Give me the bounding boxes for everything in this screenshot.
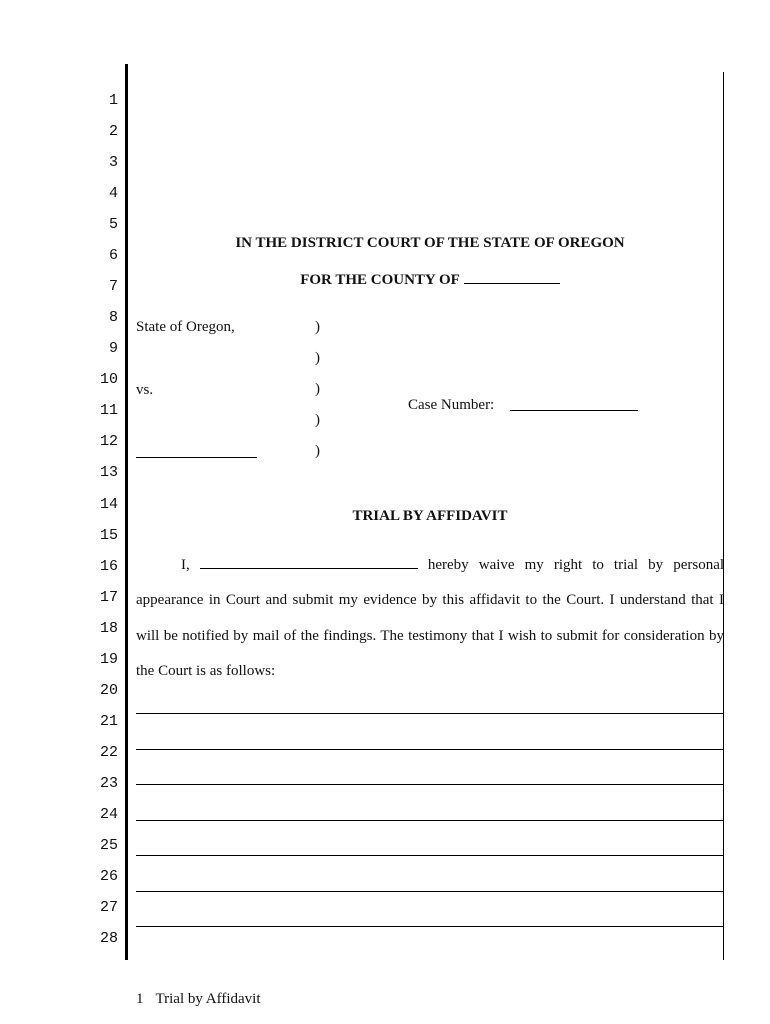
page-number: 1 (136, 991, 144, 1007)
plaintiff-name: State of Oregon, (136, 319, 235, 335)
line-number: 11 (99, 402, 118, 419)
line-number: 3 (108, 154, 118, 171)
affiant-name-blank[interactable] (200, 556, 418, 569)
line-number: 10 (99, 371, 118, 388)
line-number: 21 (99, 713, 118, 730)
line-number: 13 (99, 464, 118, 481)
line-number: 4 (108, 185, 118, 202)
line-number: 27 (99, 899, 118, 916)
case-number-label: Case Number: (408, 397, 495, 413)
line-number: 5 (108, 216, 118, 233)
county-heading-row (136, 269, 724, 289)
line-number: 28 (99, 930, 118, 947)
left-margin-rule (125, 64, 128, 960)
line-number: 9 (108, 340, 118, 357)
county-blank[interactable] (464, 269, 560, 284)
body-line-2: appearance in Court and submit my evidence by this affidavit to the Court. I understand that I (136, 592, 724, 608)
line-number: 15 (99, 527, 118, 544)
line-number: 7 (108, 278, 118, 295)
footer-title: Trial by Affidavit (155, 991, 261, 1007)
caption-paren: ) (315, 412, 320, 428)
line-number: 6 (108, 247, 118, 264)
case-number-blank[interactable] (510, 410, 638, 411)
body-line-3: will be notified by mail of the findings. The testimony that I wish to submit for consideration by (136, 628, 724, 644)
caption-paren: ) (315, 381, 320, 397)
testimony-line[interactable] (136, 891, 724, 892)
document-title: TRIAL BY AFFIDAVIT (352, 508, 508, 524)
page-footer (136, 990, 261, 1008)
line-number: 24 (99, 806, 118, 823)
caption-paren: ) (315, 443, 320, 459)
testimony-line[interactable] (136, 855, 724, 856)
line-number: 8 (108, 309, 118, 326)
defendant-name-blank[interactable] (136, 457, 257, 458)
body-line-4: the Court is as follows: (136, 663, 276, 679)
line-number: 22 (99, 744, 118, 761)
versus-label: vs. (136, 382, 154, 398)
line-number: 26 (99, 868, 118, 885)
testimony-line[interactable] (136, 713, 724, 714)
line-number: 20 (99, 682, 118, 699)
waiver-text: hereby waive my right to trial by personal (427, 557, 725, 573)
line-number: 18 (99, 620, 118, 637)
line-number: 14 (99, 496, 118, 513)
testimony-line[interactable] (136, 784, 724, 785)
line-number: 17 (99, 589, 118, 606)
caption-paren: ) (315, 350, 320, 366)
line-number: 1 (108, 92, 118, 109)
caption-paren: ) (315, 319, 320, 335)
body-line-1 (136, 556, 724, 574)
court-heading: IN THE DISTRICT COURT OF THE STATE OF OREGON (235, 235, 625, 251)
affiant-intro: I, (181, 557, 190, 573)
line-number: 23 (99, 775, 118, 792)
testimony-line[interactable] (136, 820, 724, 821)
testimony-line[interactable] (136, 926, 724, 927)
line-number: 2 (108, 123, 118, 140)
line-number: 16 (99, 558, 118, 575)
line-number: 25 (99, 837, 118, 854)
line-number: 12 (99, 433, 118, 450)
line-number: 19 (99, 651, 118, 668)
testimony-line[interactable] (136, 749, 724, 750)
county-heading: FOR THE COUNTY OF (300, 272, 460, 288)
